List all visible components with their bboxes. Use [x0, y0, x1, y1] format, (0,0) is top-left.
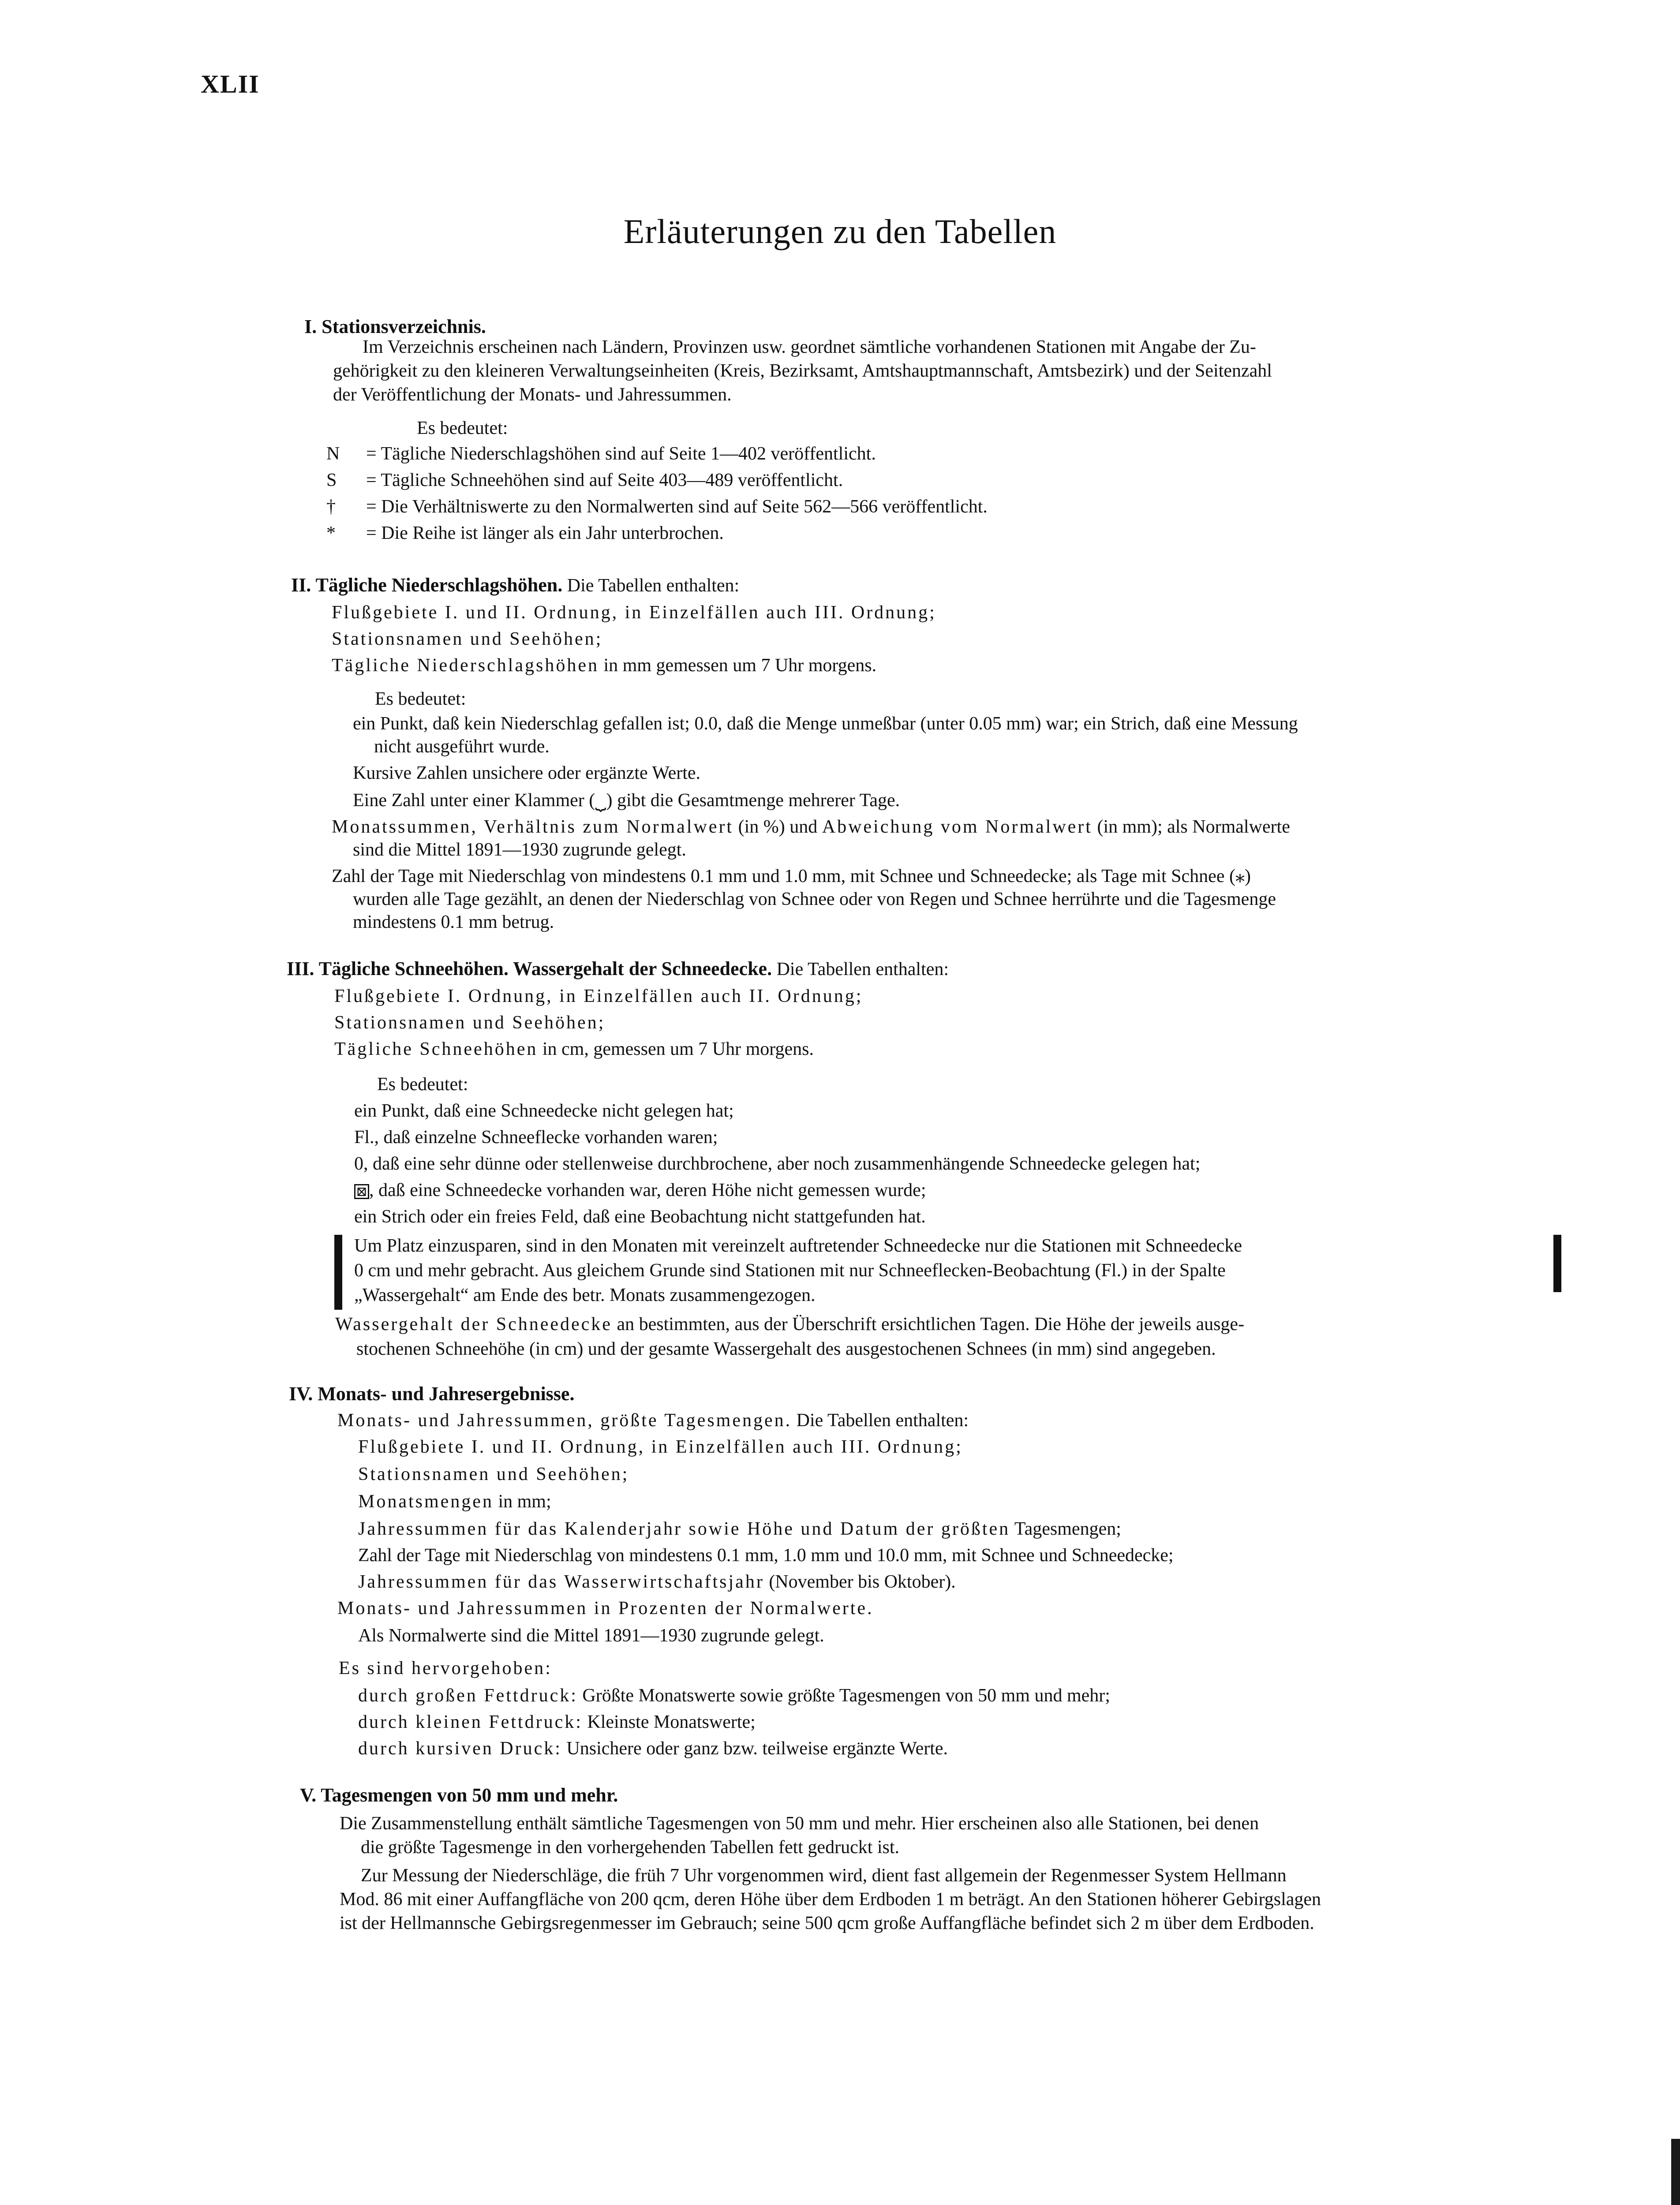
spaced-term: Tägliche Niederschlagshöhen: [332, 655, 599, 676]
spaced-term: Abweichung vom Normalwert: [822, 817, 1093, 837]
spaced-term: Schnee und Schneedecke: [879, 866, 1067, 886]
es-bedeutet-label: Es bedeutet:: [377, 1074, 468, 1095]
section-3-line: stochenen Schneehöhe (in cm) und der gesamte Wassergehalt des ausgestochenen Schnees (in mm) sind angegeben.: [356, 1339, 1216, 1359]
margin-bar-left: [334, 1235, 342, 1310]
plain-text: Unsichere oder ganz bzw. teilweise ergänzte Werte.: [566, 1738, 948, 1759]
section-3-bullet: ein Strich oder ein freies Feld, daß eine Beobachtung nicht stattgefunden hat.: [354, 1207, 926, 1227]
section-5-text-line: Zur Messung der Niederschläge, die früh 7 Uhr vorgenommen wird, dient fast allgemein der Regenmesser System Hellmann: [361, 1865, 1287, 1886]
section-3-heading-tail: Die Tabellen enthalten:: [776, 959, 949, 979]
margin-bar-right: [1553, 1235, 1561, 1292]
spaced-term: Monatsmengen: [358, 1491, 494, 1512]
plain-text: in mm;: [498, 1491, 551, 1512]
section-3-heading: III. Tägliche Schneehöhen. Wassergehalt der Schneedecke.: [287, 958, 772, 979]
section-2-heading-tail: Die Tabellen enthalten:: [567, 576, 740, 596]
plain-text: Die Tabellen enthalten:: [796, 1410, 969, 1431]
section-3-bullet: 0, daß eine sehr dünne oder stellenweise durchbrochene, aber noch zusammenhängende Schneedecke gelegen hat;: [354, 1154, 1201, 1174]
section-5-text-line: ist der Hellmannsche Gebirgsregenmesser im Gebrauch; seine 500 qcm große Auffangfläche befindet sich 2 m über dem Erdboden.: [340, 1913, 1314, 1933]
section-2-line: sind die Mittel 1891—1930 zugrunde gelegt.: [353, 840, 686, 860]
section-4-line: [358, 1709, 756, 1735]
section-3-line: [335, 1312, 1244, 1338]
section-4-line: Es sind hervorgehoben:: [339, 1658, 552, 1678]
section-4-line: [358, 1736, 948, 1762]
section-1-heading: I. Stationsverzeichnis.: [304, 316, 486, 337]
section-2-line: mindestens 0.1 mm betrug.: [353, 912, 554, 932]
section-1-text-line: der Veröffentlichung der Monats- und Jahressummen.: [333, 385, 732, 405]
legend-symbol: S: [326, 470, 337, 490]
legend-text: = Tägliche Schneehöhen sind auf Seite 403—489 veröffentlicht.: [366, 470, 843, 490]
section-4-line: Zahl der Tage mit Niederschlag von mindestens 0.1 mm, 1.0 mm und 10.0 mm, mit Schnee und Schneedecke;: [358, 1545, 1174, 1566]
legend-text: = Die Verhältniswerte zu den Normalwerten sind auf Seite 562—566 veröffentlicht.: [366, 497, 988, 517]
section-5-heading: V. Tagesmengen von 50 mm und mehr.: [300, 1784, 618, 1806]
section-4-line: [358, 1516, 1121, 1542]
spaced-term: Jahressummen für das Kalenderjahr sowie Höhe und Datum der größten: [358, 1519, 1010, 1539]
legend-item: [326, 441, 876, 467]
legend-item: [326, 467, 843, 493]
section-4-line: [358, 1569, 956, 1595]
page-title: Erläuterungen zu den Tabellen: [623, 212, 1057, 250]
legend-symbol: *: [326, 523, 336, 543]
plain-text: (in mm); als Normalwerte: [1097, 817, 1290, 837]
legend-text: = Tägliche Niederschlagshöhen sind auf Seite 1—402 veröffentlicht.: [366, 444, 876, 464]
section-2-heading: II. Tägliche Niederschlagshöhen.: [291, 574, 563, 596]
binding-edge-shadow: [1671, 2139, 1680, 2205]
section-4-line: Als Normalwerte sind die Mittel 1891—1930 zugrunde gelegt.: [358, 1626, 824, 1646]
plain-text: in cm, gemessen um 7 Uhr morgens.: [542, 1039, 814, 1059]
section-4-line: Monats- und Jahressummen in Prozenten der Normalwerte.: [337, 1598, 874, 1618]
legend-item: [326, 494, 988, 520]
section-3-note-line: „Wassergehalt“ am Ende des betr. Monats zusammengezogen.: [354, 1285, 816, 1305]
plain-text: , daß eine Schneedecke vorhanden war, deren Höhe nicht gemessen wurde;: [369, 1180, 926, 1200]
plain-text: in mm gemessen um 7 Uhr morgens.: [603, 655, 877, 676]
section-4-line: [337, 1408, 969, 1434]
spaced-term: durch kleinen Fettdruck:: [358, 1712, 583, 1732]
legend-text: = Die Reihe ist länger als ein Jahr unterbrochen.: [366, 523, 724, 543]
plain-text: an bestimmten, aus der Überschrift ersichtlichen Tagen. Die Höhe der jeweils ausge-: [617, 1314, 1245, 1334]
es-bedeutet-label: Es bedeutet:: [417, 418, 508, 438]
legend-symbol: †: [326, 497, 336, 517]
page-number: XLII: [201, 70, 260, 98]
section-3-line: Flußgebiete I. Ordnung, in Einzelfällen auch II. Ordnung;: [334, 986, 863, 1006]
spaced-term: Jahressummen für das Wasserwirtschaftsjahr: [358, 1572, 764, 1592]
spaced-term: Zahl der Tage mit Niederschlag: [332, 866, 566, 886]
plain-text: (November bis Oktober).: [769, 1572, 956, 1592]
section-3-heading-line: [287, 955, 949, 983]
section-3-line: Stationsnamen und Seehöhen;: [334, 1013, 606, 1033]
es-bedeutet-label: Es bedeutet:: [375, 689, 466, 709]
section-4-line: [358, 1683, 1110, 1709]
spaced-term: Monats- und Jahressummen, größte Tagesmengen.: [337, 1410, 792, 1431]
spaced-term: durch großen Fettdruck:: [358, 1686, 578, 1706]
section-4-line: Flußgebiete I. und II. Ordnung, in Einzelfällen auch III. Ordnung;: [358, 1437, 963, 1457]
section-2-bullet: Kursive Zahlen unsichere oder ergänzte Werte.: [353, 763, 701, 783]
plain-text: ; als Tage mit Schnee (⁎): [1066, 866, 1251, 886]
plain-text: Kleinste Monatswerte;: [587, 1712, 756, 1732]
section-2-line: Flußgebiete I. und II. Ordnung, in Einzelfällen auch III. Ordnung;: [332, 602, 936, 623]
section-2-line: Stationsnamen und Seehöhen;: [332, 629, 603, 649]
section-4-line: Stationsnamen und Seehöhen;: [358, 1464, 629, 1484]
section-2-line: [332, 653, 876, 679]
spaced-term: Wassergehalt der Schneedecke: [335, 1314, 612, 1334]
spaced-term: Monatssummen, Verhältnis zum Normalwert: [332, 817, 734, 837]
crossed-box-icon: ⊠: [354, 1184, 369, 1199]
section-1-text-line: Im Verzeichnis erscheinen nach Ländern, Provinzen usw. geordnet sämtliche vorhandenen Stationen mit Angabe der Zu-: [363, 337, 1256, 357]
plain-text: Größte Monatswerte sowie größte Tagesmengen von 50 mm und mehr;: [582, 1686, 1110, 1706]
section-4-line: [358, 1489, 551, 1515]
spaced-term: durch kursiven Druck:: [358, 1738, 562, 1759]
section-3-note-line: Um Platz einzusparen, sind in den Monaten mit vereinzelt auftretender Schneedecke nur die Stationen mit Schneedecke: [354, 1236, 1242, 1256]
section-3-bullet: [354, 1177, 926, 1203]
plain-text: (in %) und: [738, 817, 818, 837]
section-3-line: [334, 1036, 814, 1062]
plain-text: Tagesmengen;: [1014, 1519, 1121, 1539]
section-5-text-line: die größte Tagesmenge in den vorhergehenden Tabellen fett gedruckt ist.: [361, 1837, 900, 1857]
section-5-text-line: Die Zusammenstellung enthält sämtliche Tagesmengen von 50 mm und mehr. Hier erscheinen also alle Stationen, bei denen: [340, 1813, 1259, 1834]
section-2-line: [332, 863, 1251, 889]
section-3-bullet: ein Punkt, daß eine Schneedecke nicht gelegen hat;: [354, 1101, 734, 1121]
plain-text: von mindestens 0.1 mm und 1.0 mm, mit: [570, 866, 875, 886]
section-2-bullet: Eine Zahl unter einer Klammer (⏟) gibt die Gesamtmenge mehrerer Tage.: [353, 790, 900, 811]
legend-symbol: N: [326, 444, 340, 464]
legend-item: [326, 520, 724, 546]
section-2-bullet: ein Punkt, daß kein Niederschlag gefallen ist; 0.0, daß die Menge unmeßbar (unter 0.05 mm) war; ein Strich, daß eine Messung: [353, 714, 1298, 734]
section-1-text-line: gehörigkeit zu den kleineren Verwaltungseinheiten (Kreis, Bezirksamt, Amtshauptmannschaft, Amtsbezirk) und der Seitenzahl: [333, 361, 1272, 381]
section-2-bullet: nicht ausgeführt wurde.: [374, 736, 550, 757]
section-3-note-line: 0 cm und mehr gebracht. Aus gleichem Grunde sind Stationen mit nur Schneeflecken-Beobachtung (Fl.) in der Spalte: [354, 1260, 1226, 1281]
section-3-bullet: Fl., daß einzelne Schneeflecke vorhanden waren;: [354, 1127, 718, 1147]
section-2-line: wurden alle Tage gezählt, an denen der Niederschlag von Schnee oder von Regen und Schnee herrührte und die Tagesmenge: [353, 889, 1276, 909]
section-5-text-line: Mod. 86 mit einer Auffangfläche von 200 qcm, deren Höhe über dem Erdboden 1 m beträgt. An den Stationen höherer Gebirgslagen: [340, 1889, 1321, 1910]
section-2-heading-line: [291, 572, 739, 599]
spaced-term: Tägliche Schneehöhen: [334, 1039, 538, 1059]
section-2-line: [332, 814, 1290, 840]
section-4-heading: IV. Monats- und Jahresergebnisse.: [289, 1383, 575, 1405]
